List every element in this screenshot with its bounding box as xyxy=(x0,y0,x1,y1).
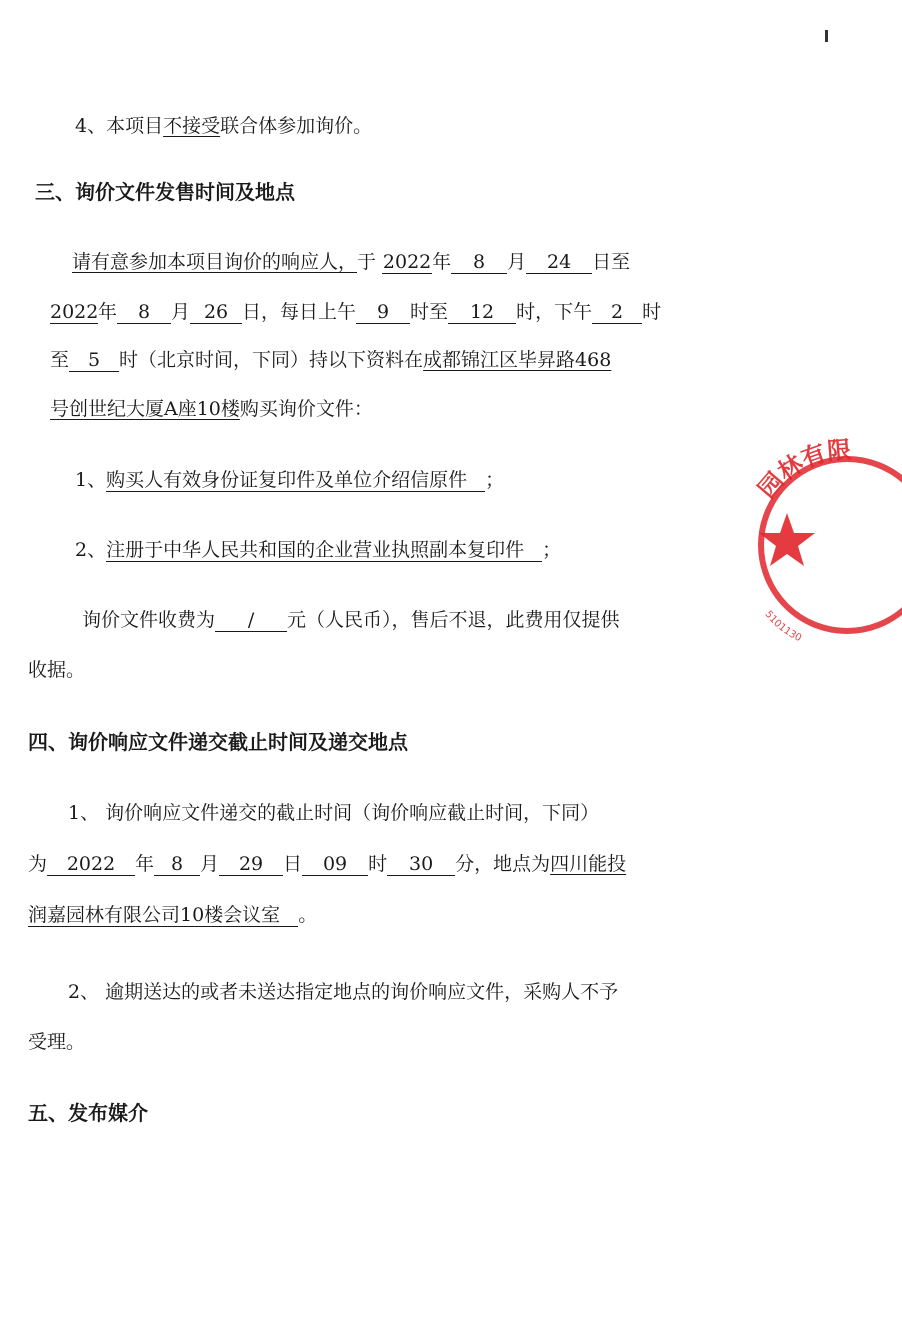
requirement-2-number: 2、 xyxy=(75,539,107,561)
deadline-month-blank: 8 xyxy=(154,853,200,876)
deadline-year-blank: 2022 xyxy=(47,853,135,876)
text-fragment: 月 xyxy=(507,251,527,273)
item-4-underlined: 不接受 xyxy=(163,115,221,137)
sale-time-line-1 xyxy=(72,250,630,274)
am-start-blank: 9 xyxy=(356,301,410,324)
start-year-blank: 2022 xyxy=(382,251,432,273)
text-fragment: 分，地点为 xyxy=(455,853,551,875)
text-fragment: ； xyxy=(542,539,562,561)
sale-time-line-3 xyxy=(50,348,611,372)
deadline-place-part-1: 四川能投 xyxy=(550,853,627,875)
text-fragment: 日至 xyxy=(592,251,631,273)
text-fragment: 于 xyxy=(357,251,377,273)
text-fragment: 日，每日上午 xyxy=(242,301,357,323)
text-fragment: 为 xyxy=(28,853,48,875)
text-fragment: 时，下午 xyxy=(516,301,593,323)
late-submission-line-1: 2、 逾期送达的或者未送达指定地点的询价响应文件，采购人不予 xyxy=(68,981,619,1003)
seal-text-bottom: 5101130 xyxy=(762,608,804,645)
fee-line-cont: 收据。 xyxy=(28,659,86,681)
requirement-2 xyxy=(75,538,561,562)
end-year-blank: 2022 xyxy=(50,301,99,323)
section-3-heading: 三、询价文件发售时间及地点 xyxy=(35,180,295,204)
end-day-blank: 26 xyxy=(190,301,242,324)
text-fragment: 至 xyxy=(50,349,70,371)
seal-text-top: 园林有限 xyxy=(752,435,853,504)
fee-line xyxy=(82,608,620,632)
item-4-prefix: 4、本项目 xyxy=(75,115,164,137)
text-fragment: 购买询价文件： xyxy=(239,398,373,420)
deadline-line-3 xyxy=(28,903,317,927)
text-fragment: 时至 xyxy=(410,301,449,323)
pm-start-blank: 2 xyxy=(592,301,642,324)
intro-underlined: 请有意参加本项目询价的响应人， xyxy=(72,251,358,273)
sale-time-line-2 xyxy=(50,300,661,324)
text-fragment: 元（人民币），售后不退，此费用仅提供 xyxy=(287,609,620,631)
text-fragment: 年 xyxy=(432,251,452,273)
end-month-blank: 8 xyxy=(117,301,171,324)
item-4-suffix: 联合体参加询价。 xyxy=(220,115,373,137)
deadline-hour-blank: 09 xyxy=(302,853,368,876)
deadline-line-1: 1、 询价响应文件递交的截止时间（询价响应截止时间，下同） xyxy=(68,802,600,824)
section-5-heading: 五、发布媒介 xyxy=(28,1101,148,1125)
deadline-minute-blank: 30 xyxy=(387,853,455,876)
pm-end-blank: 5 xyxy=(69,349,119,372)
text-fragment: 时 xyxy=(368,853,388,875)
text-fragment: ； xyxy=(485,469,505,491)
text-fragment: 日 xyxy=(283,853,303,875)
requirement-2-text: 注册于中华人民共和国的企业营业执照副本复印件 xyxy=(106,539,542,562)
fee-amount-blank: / xyxy=(215,609,287,632)
text-fragment: 时（北京时间，下同）持以下资料在 xyxy=(119,349,424,371)
text-fragment: 时 xyxy=(642,301,662,323)
deadline-line-2 xyxy=(28,852,626,876)
requirement-1-number: 1、 xyxy=(75,469,107,491)
late-submission-line-2: 受理。 xyxy=(28,1031,86,1053)
deadline-place-part-2: 润嘉园林有限公司10楼会议室 xyxy=(28,904,298,927)
text-fragment: 年 xyxy=(98,301,118,323)
text-fragment: 。 xyxy=(298,904,318,926)
am-end-blank: 12 xyxy=(448,301,516,324)
text-fragment: 年 xyxy=(135,853,155,875)
text-fragment: 询价文件收费为 xyxy=(82,609,216,631)
company-seal xyxy=(752,435,902,645)
deadline-day-blank: 29 xyxy=(219,853,283,876)
item-4 xyxy=(75,114,372,138)
start-day-blank: 24 xyxy=(526,251,592,274)
scan-edge-mark xyxy=(825,30,828,42)
address-part-1: 成都锦江区毕昇路468 xyxy=(423,349,612,371)
section-4-heading: 四、询价响应文件递交截止时间及递交地点 xyxy=(28,730,408,754)
text-fragment: 月 xyxy=(171,301,191,323)
requirement-1-text: 购买人有效身份证复印件及单位介绍信原件 xyxy=(106,469,485,492)
start-month-blank: 8 xyxy=(451,251,507,274)
text-fragment: 月 xyxy=(200,853,220,875)
sale-time-line-4 xyxy=(50,397,373,421)
address-part-2: 号创世纪大厦A座10楼 xyxy=(50,398,240,420)
requirement-1 xyxy=(75,468,504,492)
